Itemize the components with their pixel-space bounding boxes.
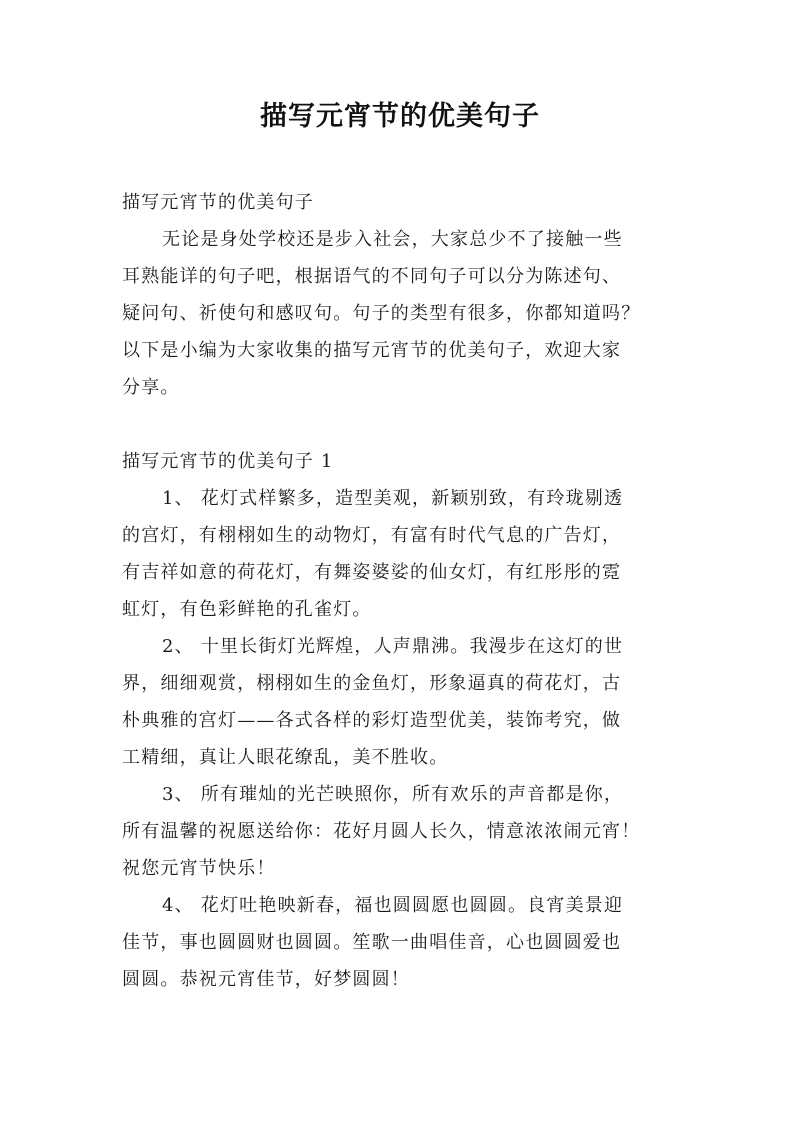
paragraph-line: 祝您元宵节快乐！ (122, 858, 276, 879)
list-item (122, 887, 688, 998)
list-item (122, 480, 688, 628)
section-heading: 描写元宵节的优美句子 1 (122, 451, 334, 472)
paragraph-line: 分享。 (122, 377, 180, 398)
paragraph-line: 所有温馨的祝愿送给你：花好月圆人长久，情意浓浓闹元宵！ (122, 821, 641, 842)
paragraph-line: 疑问句、祈使句和感叹句。句子的类型有很多，你都知道吗？ (122, 303, 641, 324)
intro-paragraph (122, 221, 688, 406)
list-item (122, 628, 688, 776)
paragraph-line: 的宫灯，有栩栩如生的动物灯，有富有时代气息的广告灯， (122, 525, 622, 546)
paragraph-line: 圆圆。恭祝元宵佳节，好梦圆圆！ (122, 969, 410, 990)
paragraph-line: 1、 花灯式样繁多，造型美观，新颖别致，有玲珑剔透 (162, 488, 624, 509)
intro-heading: 描写元宵节的优美句子 (122, 192, 314, 213)
document-title: 描写元宵节的优美句子 (260, 101, 540, 132)
paragraph-line: 工精细，真让人眼花缭乱，美不胜收。 (122, 747, 449, 768)
spacer (122, 406, 688, 443)
paragraph-line: 2、 十里长街灯光辉煌，人声鼎沸。我漫步在这灯的世 (162, 636, 624, 657)
document-body (122, 184, 688, 998)
paragraph-line: 4、 花灯吐艳映新春，福也圆圆愿也圆圆。良宵美景迎 (162, 895, 624, 916)
paragraph-line: 虹灯，有色彩鲜艳的孔雀灯。 (122, 599, 372, 620)
paragraph-line: 3、 所有璀灿的光芒映照你，所有欢乐的声音都是你， (162, 784, 624, 805)
paragraph-line: 无论是身处学校还是步入社会，大家总少不了接触一些 (162, 229, 623, 250)
paragraph-line: 有吉祥如意的荷花灯，有舞姿婆娑的仙女灯，有红彤彤的霓 (122, 562, 622, 583)
paragraph-line: 朴典雅的宫灯——各式各样的彩灯造型优美，装饰考究，做 (122, 710, 622, 731)
paragraph-line: 耳熟能详的句子吧，根据语气的不同句子可以分为陈述句、 (122, 266, 622, 287)
list-item (122, 776, 688, 887)
paragraph-line: 以下是小编为大家收集的描写元宵节的优美句子，欢迎大家 (122, 340, 622, 361)
paragraph-line: 界，细细观赏，栩栩如生的金鱼灯，形象逼真的荷花灯，古 (122, 673, 622, 694)
paragraph-line: 佳节，事也圆圆财也圆圆。笙歌一曲唱佳音，心也圆圆爱也 (122, 932, 622, 953)
